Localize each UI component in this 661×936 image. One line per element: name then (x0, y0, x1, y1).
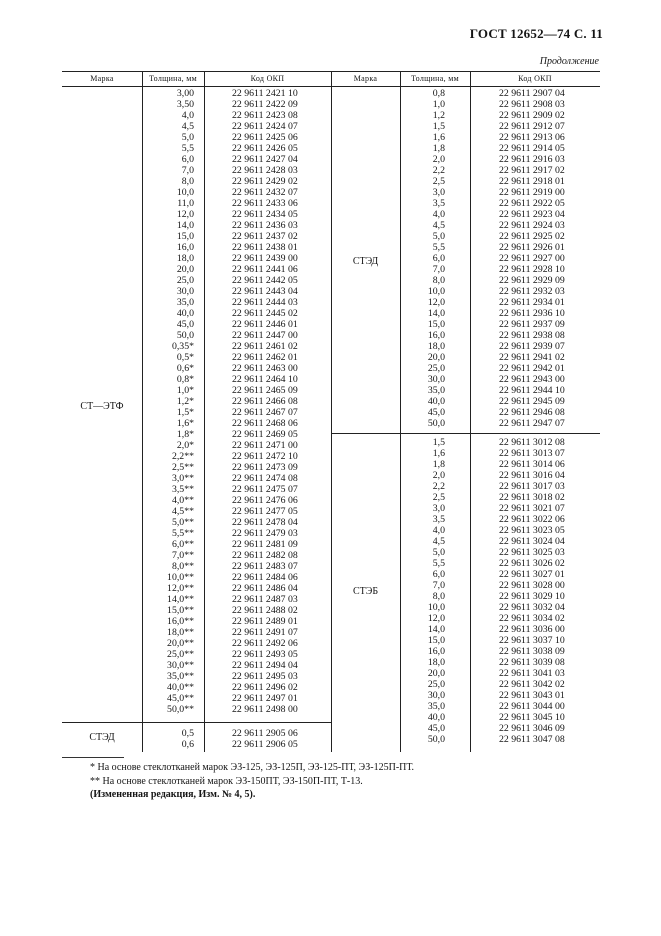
thickness-cell: 8,0 (432, 275, 445, 286)
thickness-cell: 1,5 (432, 121, 445, 132)
thickness-cell: 1,5 (432, 437, 445, 448)
okp-code-cell: 22 9611 3013 07 (499, 448, 565, 459)
okp-code-cell: 22 9611 2425 06 (232, 132, 298, 143)
thickness-cell: 5,0 (432, 231, 445, 242)
okp-code-cell: 22 9611 3023 05 (499, 525, 565, 536)
okp-code-cell: 22 9611 3041 03 (499, 668, 565, 679)
okp-code-cell: 22 9611 3032 04 (499, 602, 565, 613)
thickness-cell: 16,0 (427, 646, 445, 657)
thickness-cell: 12,0 (176, 209, 194, 220)
okp-code-cell: 22 9611 2439 00 (232, 253, 298, 264)
okp-code-cell: 22 9611 2924 03 (499, 220, 565, 231)
okp-code-cell: 22 9611 3022 06 (499, 514, 565, 525)
thickness-cell: 20,0 (176, 264, 194, 275)
thickness-cell: 45,0 (427, 407, 445, 418)
okp-code-cell: 22 9611 2483 07 (232, 561, 298, 572)
thickness-cell: 11,0 (177, 198, 194, 209)
okp-code-cell: 22 9611 2474 08 (232, 473, 298, 484)
thickness-cell: 4,5** (171, 506, 194, 517)
okp-code-cell: 22 9611 2479 03 (232, 528, 298, 539)
okp-code-cell: 22 9611 3044 00 (499, 701, 565, 712)
thickness-cell: 30,0 (427, 374, 445, 385)
thickness-cell: 14,0** (167, 594, 194, 605)
thickness-cell: 3,5 (432, 514, 445, 525)
okp-code-cell: 22 9611 2443 04 (232, 286, 298, 297)
okp-code-cell: 22 9611 2463 00 (232, 363, 298, 374)
thickness-cell: 2,5 (432, 492, 445, 503)
thickness-cell: 3,5 (432, 198, 445, 209)
thickness-cell: 35,0** (167, 671, 194, 682)
thickness-cell: 10,0** (167, 572, 194, 583)
thickness-cell: 30,0** (167, 660, 194, 671)
thickness-cell: 18,0 (427, 657, 445, 668)
thickness-cell: 0,6 (181, 739, 194, 750)
thickness-cell: 45,0** (167, 693, 194, 704)
thickness-cell: 1,8 (432, 459, 445, 470)
thickness-cell: 6,0** (171, 539, 194, 550)
thickness-cell: 4,5 (432, 536, 445, 547)
thickness-cell: 3,5** (171, 484, 194, 495)
thickness-cell: 6,0 (432, 569, 445, 580)
okp-code-cell: 22 9611 2934 01 (499, 297, 565, 308)
thickness-cell: 15,0 (427, 319, 445, 330)
header-code-left: Код ОКП (250, 74, 285, 83)
thickness-cell: 14,0 (427, 308, 445, 319)
okp-code-cell: 22 9611 3026 02 (499, 558, 565, 569)
okp-code-cell: 22 9611 2491 07 (232, 627, 298, 638)
thickness-cell: 5,5** (171, 528, 194, 539)
okp-code-cell: 22 9611 3034 02 (499, 613, 565, 624)
okp-code-cell: 22 9611 2918 01 (499, 176, 565, 187)
thickness-cell: 4,0** (171, 495, 194, 506)
okp-code-cell: 22 9611 2429 02 (232, 176, 298, 187)
thickness-cell: 8,0 (181, 176, 194, 187)
okp-code-cell: 22 9611 2484 06 (232, 572, 298, 583)
okp-code-cell: 22 9611 2486 04 (232, 583, 298, 594)
thickness-cell: 4,0 (181, 110, 194, 121)
thickness-cell: 2,2 (432, 481, 445, 492)
okp-code-cell: 22 9611 3045 10 (499, 712, 565, 723)
thickness-cell: 5,0 (181, 132, 194, 143)
footnote-double-star: ** На основе стеклотканей марок ЭЗ-150ПТ, ЭЗ-150П-ПТ, Т-13. (90, 775, 363, 787)
continuation-label: Продолжение (539, 56, 599, 67)
thickness-cell: 1,8* (176, 429, 194, 440)
thickness-cell: 3,0** (171, 473, 194, 484)
thickness-cell: 5,0** (171, 517, 194, 528)
okp-code-cell: 22 9611 2946 08 (499, 407, 565, 418)
thickness-cell: 45,0 (176, 319, 194, 330)
header-code-right: Код ОКП (518, 74, 552, 83)
okp-code-cell: 22 9611 2496 02 (232, 682, 298, 693)
okp-code-cell: 22 9611 2929 09 (499, 275, 565, 286)
thickness-cell: 35,0 (427, 385, 445, 396)
okp-code-cell: 22 9611 2447 00 (232, 330, 298, 341)
thickness-list-sted-right (400, 88, 445, 429)
thickness-cell: 16,0 (427, 330, 445, 341)
okp-code-cell: 22 9611 2462 01 (232, 352, 298, 363)
okp-code-cell: 22 9611 3037 10 (499, 635, 565, 646)
okp-code-cell: 22 9611 3028 00 (499, 580, 565, 591)
code-list-sted-right (499, 88, 600, 429)
okp-code-cell: 22 9611 3039 08 (499, 657, 565, 668)
okp-code-cell: 22 9611 2947 07 (499, 418, 565, 429)
okp-code-cell: 22 9611 2423 08 (232, 110, 298, 121)
thickness-cell: 2,0* (176, 440, 194, 451)
okp-code-cell: 22 9611 2919 00 (499, 187, 565, 198)
footnote-single-star: * На основе стеклотканей марок ЭЗ-125, ЭЗ-125П, ЭЗ-125-ПТ, ЭЗ-125П-ПТ. (90, 762, 414, 773)
thickness-cell: 10,0 (427, 602, 445, 613)
thickness-list-st-etf (142, 88, 194, 715)
okp-code-cell: 22 9611 3036 00 (499, 624, 565, 635)
okp-code-cell: 22 9611 2475 07 (232, 484, 298, 495)
okp-code-cell: 22 9611 3025 03 (499, 547, 565, 558)
okp-code-cell: 22 9611 2445 02 (232, 308, 298, 319)
okp-code-cell: 22 9611 2941 02 (499, 352, 565, 363)
okp-code-cell: 22 9611 2441 06 (232, 264, 298, 275)
okp-code-cell: 22 9611 2925 02 (499, 231, 565, 242)
okp-code-cell: 22 9611 2912 07 (499, 121, 565, 132)
amendment-note: (Измененная редакция, Изм. № 4, 5). (90, 789, 256, 800)
thickness-cell: 4,0 (432, 525, 445, 536)
thickness-cell: 1,6 (432, 448, 445, 459)
thickness-cell: 16,0** (167, 616, 194, 627)
okp-code-cell: 22 9611 3047 08 (499, 734, 565, 745)
okp-code-cell: 22 9611 3043 01 (499, 690, 565, 701)
thickness-cell: 40,0** (167, 682, 194, 693)
thickness-cell: 1,0* (176, 385, 194, 396)
thickness-cell: 5,0 (432, 547, 445, 558)
okp-code-cell: 22 9611 2426 05 (232, 143, 298, 154)
okp-code-cell: 22 9611 2906 05 (232, 739, 298, 750)
okp-code-cell: 22 9611 2422 09 (232, 99, 298, 110)
thickness-cell: 2,2** (171, 451, 194, 462)
thickness-cell: 1,6 (432, 132, 445, 143)
thickness-cell: 1,2* (176, 396, 194, 407)
header-mark-right: Марка (353, 74, 378, 83)
okp-code-cell: 22 9611 2938 08 (499, 330, 565, 341)
thickness-cell: 25,0 (427, 363, 445, 374)
okp-code-cell: 22 9611 2936 10 (499, 308, 565, 319)
thickness-cell: 5,5 (432, 558, 445, 569)
okp-code-cell: 22 9611 2932 03 (499, 286, 565, 297)
okp-code-cell: 22 9611 2498 00 (232, 704, 298, 715)
thickness-cell: 14,0 (176, 220, 194, 231)
thickness-cell: 7,0 (181, 165, 194, 176)
header-mark-left: Марка (90, 74, 114, 83)
okp-code-cell: 22 9611 2926 01 (499, 242, 565, 253)
okp-code-cell: 22 9611 2493 05 (232, 649, 298, 660)
okp-code-cell: 22 9611 2487 03 (232, 594, 298, 605)
okp-code-cell: 22 9611 2472 10 (232, 451, 298, 462)
thickness-list-steb (400, 437, 445, 745)
thickness-cell: 15,0 (176, 231, 194, 242)
thickness-cell: 2,0 (432, 154, 445, 165)
thickness-cell: 18,0** (167, 627, 194, 638)
thickness-cell: 25,0 (176, 275, 194, 286)
divider-right-thickness (470, 71, 471, 752)
thickness-cell: 20,0 (427, 668, 445, 679)
okp-code-cell: 22 9611 2428 03 (232, 165, 298, 176)
mark-sted-left: СТЭД (89, 732, 115, 743)
thickness-cell: 25,0** (167, 649, 194, 660)
okp-code-cell: 22 9611 2944 10 (499, 385, 565, 396)
thickness-cell: 20,0 (427, 352, 445, 363)
okp-code-cell: 22 9611 2927 00 (499, 253, 565, 264)
thickness-cell: 2,5 (432, 176, 445, 187)
thickness-cell: 1,8 (432, 143, 445, 154)
okp-code-cell: 22 9611 2913 06 (499, 132, 565, 143)
thickness-cell: 40,0 (427, 712, 445, 723)
thickness-cell: 0,8* (176, 374, 194, 385)
thickness-cell: 16,0 (176, 242, 194, 253)
okp-code-cell: 22 9611 2908 03 (499, 99, 565, 110)
okp-code-cell: 22 9611 2497 01 (232, 693, 298, 704)
okp-code-cell: 22 9611 2482 08 (232, 550, 298, 561)
okp-code-cell: 22 9611 2494 04 (232, 660, 298, 671)
okp-code-cell: 22 9611 2468 06 (232, 418, 298, 429)
thickness-cell: 12,0** (167, 583, 194, 594)
thickness-cell: 5,5 (181, 143, 194, 154)
okp-code-cell: 22 9611 2471 00 (232, 440, 298, 451)
okp-code-cell: 22 9611 2922 05 (499, 198, 565, 209)
thickness-cell: 30,0 (176, 286, 194, 297)
thickness-cell: 1,6* (176, 418, 194, 429)
mark-steb: СТЭБ (352, 586, 379, 597)
okp-code-cell: 22 9611 2442 05 (232, 275, 298, 286)
thickness-cell: 50,0 (427, 418, 445, 429)
thickness-cell: 3,00 (176, 88, 194, 99)
thickness-cell: 30,0 (427, 690, 445, 701)
divider-left-thickness (204, 71, 205, 752)
thickness-cell: 15,0 (427, 635, 445, 646)
thickness-cell: 40,0 (176, 308, 194, 319)
okp-code-cell: 22 9611 2432 07 (232, 187, 298, 198)
thickness-cell: 7,0 (432, 264, 445, 275)
okp-code-cell: 22 9611 2467 07 (232, 407, 298, 418)
footnotes (90, 761, 414, 802)
thickness-cell: 25,0 (427, 679, 445, 690)
okp-code-cell: 22 9611 2478 04 (232, 517, 298, 528)
okp-code-cell: 22 9611 2477 05 (232, 506, 298, 517)
okp-code-cell: 22 9611 2905 06 (232, 728, 298, 739)
okp-code-cell: 22 9611 2446 01 (232, 319, 298, 330)
okp-code-cell: 22 9611 2461 02 (232, 341, 298, 352)
thickness-cell: 4,5 (181, 121, 194, 132)
thickness-cell: 7,0** (171, 550, 194, 561)
okp-code-cell: 22 9611 3042 02 (499, 679, 565, 690)
mark-st-etf: СТ—ЭТФ (80, 401, 124, 412)
thickness-cell: 14,0 (427, 624, 445, 635)
thickness-cell: 6,0 (181, 154, 194, 165)
thickness-list-sted-left (142, 728, 194, 750)
okp-code-cell: 22 9611 2945 09 (499, 396, 565, 407)
divider-center (331, 71, 332, 752)
okp-code-cell: 22 9611 2495 03 (232, 671, 298, 682)
thickness-cell: 50,0** (167, 704, 194, 715)
okp-code-cell: 22 9611 3016 04 (499, 470, 565, 481)
thickness-cell: 6,0 (432, 253, 445, 264)
okp-code-cell: 22 9611 2914 05 (499, 143, 565, 154)
okp-code-cell: 22 9611 2917 02 (499, 165, 565, 176)
okp-code-cell: 22 9611 3024 04 (499, 536, 565, 547)
thickness-cell: 0,6* (176, 363, 194, 374)
okp-code-cell: 22 9611 3017 03 (499, 481, 565, 492)
thickness-cell: 0,8 (432, 88, 445, 99)
thickness-cell: 35,0 (427, 701, 445, 712)
thickness-cell: 2,2 (432, 165, 445, 176)
thickness-cell: 10,0 (176, 187, 194, 198)
okp-code-cell: 22 9611 2492 06 (232, 638, 298, 649)
code-list-st-etf (232, 88, 331, 715)
okp-code-cell: 22 9611 2466 08 (232, 396, 298, 407)
okp-code-cell: 22 9611 2421 10 (232, 88, 298, 99)
okp-code-cell: 22 9611 2473 09 (232, 462, 298, 473)
thickness-cell: 8,0** (171, 561, 194, 572)
okp-code-cell: 22 9611 2916 03 (499, 154, 565, 165)
okp-code-cell: 22 9611 3046 09 (499, 723, 565, 734)
thickness-cell: 8,0 (432, 591, 445, 602)
okp-code-cell: 22 9611 2436 03 (232, 220, 298, 231)
okp-code-cell: 22 9611 2909 02 (499, 110, 565, 121)
okp-code-cell: 22 9611 2427 04 (232, 154, 298, 165)
thickness-cell: 3,50 (176, 99, 194, 110)
okp-code-cell: 22 9611 2937 09 (499, 319, 565, 330)
thickness-cell: 4,5 (432, 220, 445, 231)
okp-code-cell: 22 9611 3018 02 (499, 492, 565, 503)
thickness-cell: 0,5* (176, 352, 194, 363)
right-group-separator (331, 433, 600, 434)
okp-code-cell: 22 9611 2939 07 (499, 341, 565, 352)
okp-code-cell: 22 9611 3021 07 (499, 503, 565, 514)
okp-code-cell: 22 9611 2424 07 (232, 121, 298, 132)
code-list-sted-left (232, 728, 331, 750)
okp-code-cell: 22 9611 2476 06 (232, 495, 298, 506)
okp-code-cell: 22 9611 2434 05 (232, 209, 298, 220)
okp-code-cell: 22 9611 3038 09 (499, 646, 565, 657)
mark-sted-right: СТЭД (352, 256, 379, 267)
thickness-cell: 4,0 (432, 209, 445, 220)
okp-code-cell: 22 9611 2481 09 (232, 539, 298, 550)
thickness-cell: 18,0 (427, 341, 445, 352)
thickness-cell: 20,0** (167, 638, 194, 649)
okp-code-cell: 22 9611 3027 01 (499, 569, 565, 580)
page-header: ГОСТ 12652—74 С. 11 (469, 26, 603, 41)
okp-code-cell: 22 9611 2465 09 (232, 385, 298, 396)
okp-code-cell: 22 9611 2923 04 (499, 209, 565, 220)
okp-code-cell: 22 9611 2438 01 (232, 242, 298, 253)
okp-code-cell: 22 9611 2907 04 (499, 88, 565, 99)
thickness-cell: 12,0 (427, 297, 445, 308)
thickness-cell: 50,0 (427, 734, 445, 745)
thickness-cell: 0,35* (171, 341, 194, 352)
header-thickness-left: Толщина, мм (149, 74, 197, 83)
thickness-cell: 45,0 (427, 723, 445, 734)
thickness-cell: 2,5** (171, 462, 194, 473)
thickness-cell: 15,0** (167, 605, 194, 616)
thickness-cell: 5,5 (432, 242, 445, 253)
thickness-cell: 18,0 (176, 253, 194, 264)
thickness-cell: 1,0 (432, 99, 445, 110)
okp-code-cell: 22 9611 2464 10 (232, 374, 298, 385)
thickness-cell: 40,0 (427, 396, 445, 407)
okp-code-cell: 22 9611 2488 02 (232, 605, 298, 616)
thickness-cell: 50,0 (176, 330, 194, 341)
thickness-cell: 10,0 (427, 286, 445, 297)
footnote-rule (62, 757, 124, 758)
okp-code-table (62, 71, 600, 752)
thickness-cell: 12,0 (427, 613, 445, 624)
okp-code-cell: 22 9611 2943 00 (499, 374, 565, 385)
thickness-cell: 1,5* (176, 407, 194, 418)
okp-code-cell: 22 9611 2928 10 (499, 264, 565, 275)
thickness-cell: 2,0 (432, 470, 445, 481)
thickness-cell: 7,0 (432, 580, 445, 591)
okp-code-cell: 22 9611 2433 06 (232, 198, 298, 209)
thickness-cell: 0,5 (181, 728, 194, 739)
thickness-cell: 35,0 (176, 297, 194, 308)
thickness-cell: 3,0 (432, 503, 445, 514)
code-list-steb (499, 437, 600, 745)
okp-code-cell: 22 9611 3012 08 (499, 437, 565, 448)
header-thickness-right: Толщина, мм (411, 74, 459, 83)
left-group-separator (62, 722, 331, 723)
okp-code-cell: 22 9611 2489 01 (232, 616, 298, 627)
okp-code-cell: 22 9611 2437 02 (232, 231, 298, 242)
okp-code-cell: 22 9611 3014 06 (499, 459, 565, 470)
okp-code-cell: 22 9611 3029 10 (499, 591, 565, 602)
thickness-cell: 3,0 (432, 187, 445, 198)
thickness-cell: 1,2 (432, 110, 445, 121)
okp-code-cell: 22 9611 2469 05 (232, 429, 298, 440)
okp-code-cell: 22 9611 2942 01 (499, 363, 565, 374)
okp-code-cell: 22 9611 2444 03 (232, 297, 298, 308)
